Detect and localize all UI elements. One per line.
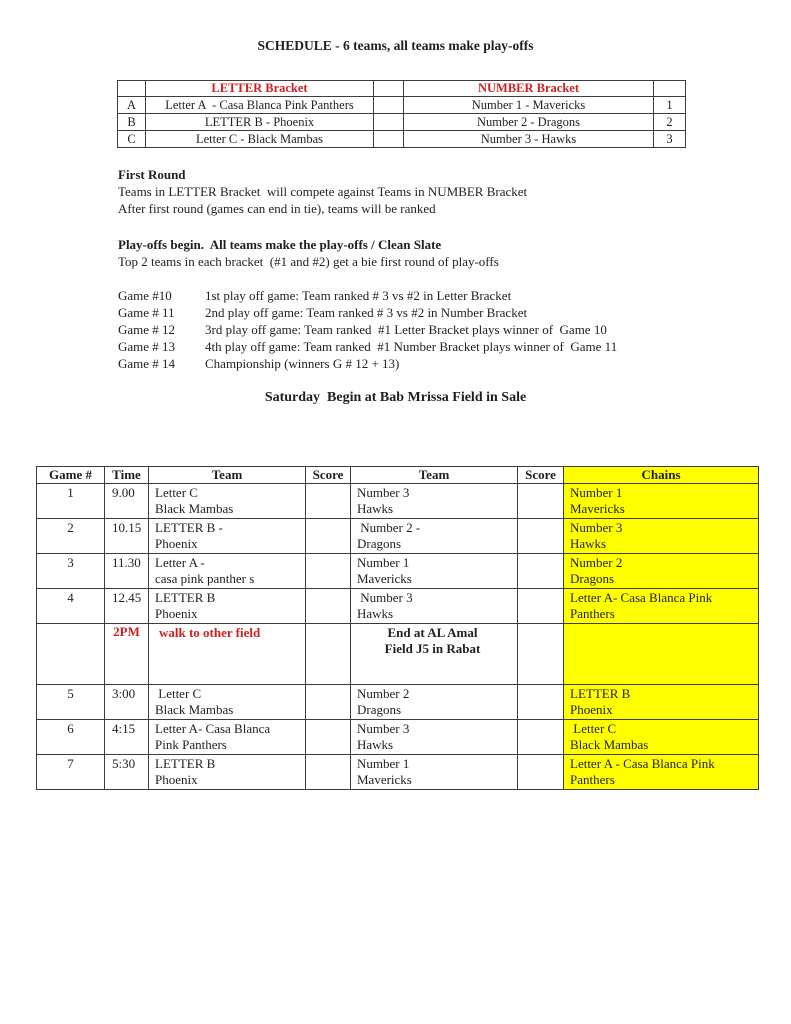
bracket-cell xyxy=(374,97,404,114)
schedule-header-cell: Score xyxy=(306,467,351,484)
cell-line: Letter A- Casa Blanca xyxy=(155,721,271,736)
cell-line: Hawks xyxy=(357,606,394,621)
playoff-game-desc: 4th play off game: Team ranked #1 Number Bracket plays winner of Game 11 xyxy=(205,339,618,354)
schedule-row xyxy=(37,589,759,624)
bracket-row xyxy=(118,131,686,148)
cell-line: Number 1 xyxy=(357,555,410,570)
cell-line: Hawks xyxy=(357,501,394,516)
text-block xyxy=(118,166,698,372)
cell-line: Letter C xyxy=(155,485,198,500)
playoffs-heading: Play-offs begin. All teams make the play-offs / Clean Slate xyxy=(118,237,442,252)
playoff-game-desc: 1st play off game: Team ranked # 3 vs #2 in Letter Bracket xyxy=(205,288,512,303)
bracket-cell: Letter C - Black Mambas xyxy=(146,131,374,148)
cell-line: Hawks xyxy=(357,737,394,752)
playoff-game-row xyxy=(118,338,698,355)
score1-cell xyxy=(306,720,351,755)
score1-cell xyxy=(306,519,351,554)
score1-cell xyxy=(306,589,351,624)
schedule-row xyxy=(37,554,759,589)
score2-cell xyxy=(518,624,564,685)
first-round-line: After first round (games can end in tie), teams will be ranked xyxy=(118,201,436,216)
team1-cell xyxy=(149,484,306,519)
team2-cell xyxy=(351,484,518,519)
cell-line: Number 3 xyxy=(357,590,413,605)
cell-line: Number 2 - xyxy=(357,520,421,535)
bracket-cell: C xyxy=(118,131,146,148)
cell-line: Dragons xyxy=(357,536,402,551)
bracket-cell: 1 xyxy=(654,97,686,114)
schedule-row xyxy=(37,720,759,755)
team1-cell xyxy=(149,554,306,589)
schedule-header-cell: Chains xyxy=(564,467,759,484)
bracket-row xyxy=(118,114,686,131)
bracket-table xyxy=(117,80,686,148)
playoff-game-row xyxy=(118,355,698,372)
game-number-cell: 3 xyxy=(37,554,105,589)
bracket-cell: 2 xyxy=(654,114,686,131)
time-cell: 4:15 xyxy=(105,720,149,755)
schedule-row xyxy=(37,484,759,519)
bracket-header-cell xyxy=(374,81,404,97)
score2-cell xyxy=(518,589,564,624)
page-title: SCHEDULE - 6 teams, all teams make play-offs xyxy=(257,38,534,53)
game-number-cell: 4 xyxy=(37,589,105,624)
cell-line: Mavericks xyxy=(570,501,625,516)
bracket-table-body xyxy=(118,81,686,148)
cell-line: Letter A- Casa Blanca Pink xyxy=(570,590,713,605)
time-cell: 3:00 xyxy=(105,685,149,720)
playoff-game-row xyxy=(118,304,698,321)
cell-line: Panthers xyxy=(570,772,615,787)
playoff-game-desc: 2nd play off game: Team ranked # 3 vs #2 in Number Bracket xyxy=(205,305,528,320)
cell-line: Letter A - Casa Blanca Pink xyxy=(570,756,715,771)
bracket-header-cell xyxy=(118,81,146,97)
first-round-line: Teams in LETTER Bracket will compete against Teams in NUMBER Bracket xyxy=(118,184,528,199)
cell-line: Letter C xyxy=(570,721,617,736)
bracket-cell: LETTER B - Phoenix xyxy=(146,114,374,131)
playoff-game-label: Game # 11 xyxy=(118,305,175,320)
time-cell: 10.15 xyxy=(105,519,149,554)
bracket-row xyxy=(118,97,686,114)
schedule-header-cell: Score xyxy=(518,467,564,484)
team1-cell xyxy=(149,755,306,790)
cell-line: LETTER B - xyxy=(155,520,223,535)
chains-cell xyxy=(564,484,759,519)
schedule-header-cell: Game # xyxy=(37,467,105,484)
cell-line: Panthers xyxy=(570,606,615,621)
cell-line: Number 1 xyxy=(357,756,410,771)
cell-line: Hawks xyxy=(570,536,607,551)
team2-cell xyxy=(351,519,518,554)
score2-cell xyxy=(518,755,564,790)
cell-line: Phoenix xyxy=(155,772,198,787)
playoff-game-label: Game # 13 xyxy=(118,339,176,354)
playoff-game-desc: Championship (winners G # 12 + 13) xyxy=(205,356,400,371)
score1-cell xyxy=(306,685,351,720)
score2-cell xyxy=(518,554,564,589)
chains-cell xyxy=(564,589,759,624)
game-number-cell: 5 xyxy=(37,685,105,720)
schedule-row xyxy=(37,519,759,554)
bracket-header-cell: NUMBER Bracket xyxy=(404,81,654,97)
cell-line: Field J5 in Rabat xyxy=(384,641,481,656)
playoff-game-label: Game # 12 xyxy=(118,322,176,337)
bracket-cell xyxy=(374,131,404,148)
cell-line: Black Mambas xyxy=(155,501,234,516)
time-cell: 9.00 xyxy=(105,484,149,519)
bracket-cell: Letter A - Casa Blanca Pink Panthers xyxy=(146,97,374,114)
schedule-header-cell: Team xyxy=(149,467,306,484)
cell-line: Phoenix xyxy=(155,536,198,551)
team1-cell xyxy=(149,624,306,685)
cell-line: LETTER B xyxy=(155,756,216,771)
cell-line: Letter A - xyxy=(155,555,205,570)
cell-line: walk to other field xyxy=(159,625,261,640)
schedule-row xyxy=(37,755,759,790)
cell-line: Black Mambas xyxy=(570,737,649,752)
game-number-cell: 7 xyxy=(37,755,105,790)
cell-line: Number 3 xyxy=(570,520,623,535)
time-cell: 11.30 xyxy=(105,554,149,589)
schedule-header-cell: Team xyxy=(351,467,518,484)
time-cell: 5:30 xyxy=(105,755,149,790)
schedule-header-cell: Time xyxy=(105,467,149,484)
chains-cell xyxy=(564,624,759,685)
schedule-row xyxy=(37,624,759,685)
chains-cell xyxy=(564,720,759,755)
playoff-game-label: Game # 14 xyxy=(118,356,176,371)
score1-cell xyxy=(306,484,351,519)
bracket-cell: Number 2 - Dragons xyxy=(404,114,654,131)
cell-line: Pink Panthers xyxy=(155,737,227,752)
time-cell: 12.45 xyxy=(105,589,149,624)
cell-line: Dragons xyxy=(357,702,402,717)
playoff-game-row xyxy=(118,287,698,304)
team2-cell xyxy=(351,720,518,755)
cell-line: Number 2 xyxy=(570,555,623,570)
team1-cell xyxy=(149,720,306,755)
bracket-cell: 3 xyxy=(654,131,686,148)
cell-line: LETTER B xyxy=(570,686,631,701)
cell-line: Mavericks xyxy=(357,571,412,586)
time-cell: 2PM xyxy=(105,624,149,685)
team2-cell xyxy=(351,589,518,624)
chains-cell xyxy=(564,519,759,554)
bracket-cell: A xyxy=(118,97,146,114)
cell-line: Dragons xyxy=(570,571,615,586)
bracket-cell: Number 3 - Hawks xyxy=(404,131,654,148)
bracket-header-cell xyxy=(654,81,686,97)
bracket-cell: B xyxy=(118,114,146,131)
team1-cell xyxy=(149,589,306,624)
bracket-cell xyxy=(374,114,404,131)
score2-cell xyxy=(518,685,564,720)
score2-cell xyxy=(518,519,564,554)
team1-cell xyxy=(149,685,306,720)
score2-cell xyxy=(518,484,564,519)
team2-cell xyxy=(351,554,518,589)
cell-line: Number 1 xyxy=(570,485,623,500)
cell-line: Black Mambas xyxy=(155,702,234,717)
chains-cell xyxy=(564,755,759,790)
game-number-cell: 2 xyxy=(37,519,105,554)
playoff-game-label: Game #10 xyxy=(118,288,172,303)
cell-line: Phoenix xyxy=(155,606,198,621)
playoff-game-row xyxy=(118,321,698,338)
game-number-cell xyxy=(37,624,105,685)
cell-line: End at AL Amal xyxy=(387,625,478,640)
cell-line: Number 2 xyxy=(357,686,410,701)
bracket-header-cell: LETTER Bracket xyxy=(146,81,374,97)
score1-cell xyxy=(306,624,351,685)
cell-line: Letter C xyxy=(155,686,202,701)
schedule-table-body xyxy=(37,467,759,790)
playoff-game-desc: 3rd play off game: Team ranked #1 Letter Bracket plays winner of Game 10 xyxy=(205,322,607,337)
first-round-heading: First Round xyxy=(118,167,186,182)
chains-cell xyxy=(564,554,759,589)
schedule-header-row xyxy=(37,467,759,484)
schedule-table xyxy=(36,466,759,790)
cell-line: Phoenix xyxy=(570,702,613,717)
team2-cell xyxy=(351,685,518,720)
bracket-header-row xyxy=(118,81,686,97)
bracket-cell: Number 1 - Mavericks xyxy=(404,97,654,114)
cell-line: Number 3 xyxy=(357,485,410,500)
game-number-cell: 6 xyxy=(37,720,105,755)
saturday-heading: Saturday Begin at Bab Mrissa Field in Sale xyxy=(264,390,527,405)
cell-line: Number 3 xyxy=(357,721,410,736)
score1-cell xyxy=(306,554,351,589)
team2-cell xyxy=(351,624,518,685)
cell-line: Mavericks xyxy=(357,772,412,787)
chains-cell xyxy=(564,685,759,720)
schedule-row xyxy=(37,685,759,720)
playoffs-line: Top 2 teams in each bracket (#1 and #2) get a bie first round of play-offs xyxy=(118,254,499,269)
team1-cell xyxy=(149,519,306,554)
score2-cell xyxy=(518,720,564,755)
playoff-game-list xyxy=(118,287,698,372)
cell-line: casa pink panther s xyxy=(155,571,255,586)
game-number-cell: 1 xyxy=(37,484,105,519)
score1-cell xyxy=(306,755,351,790)
team2-cell xyxy=(351,755,518,790)
cell-line: LETTER B xyxy=(155,590,216,605)
